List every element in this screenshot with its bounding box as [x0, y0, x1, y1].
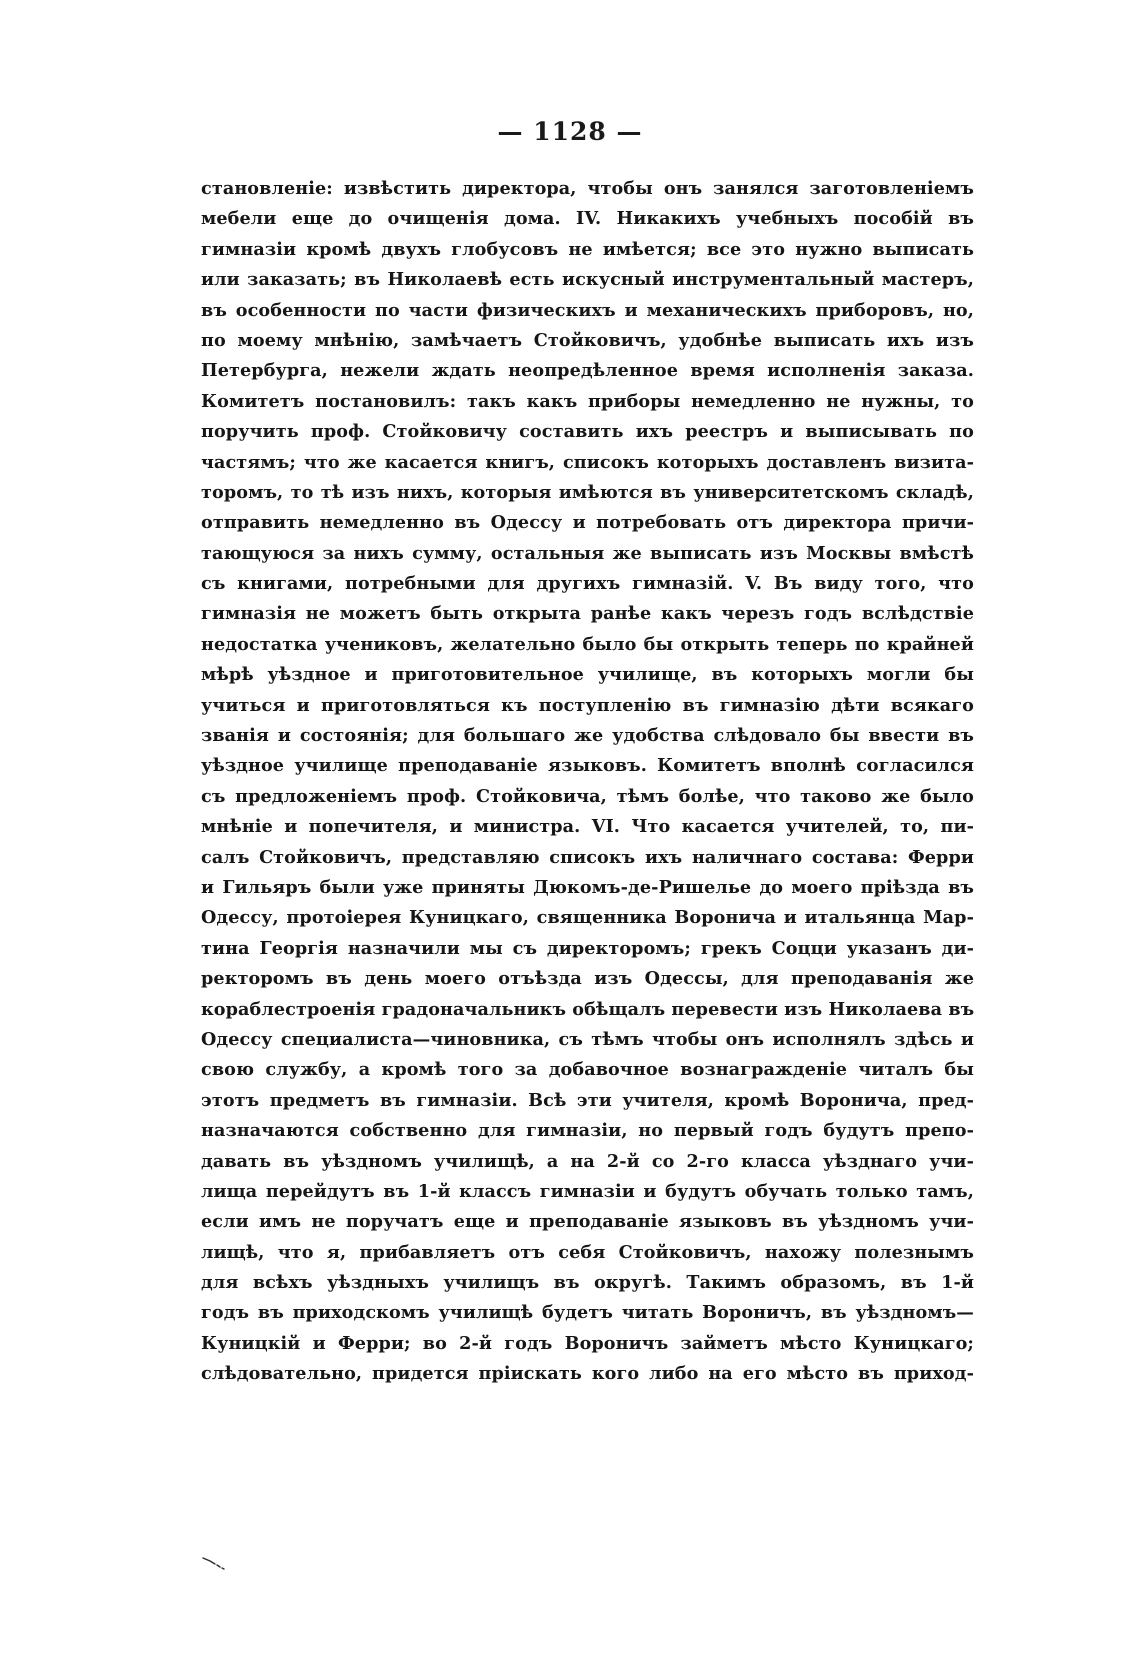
text-line: торомъ, то тѣ изъ нихъ, которыя имѣются въ университетскомъ складѣ, [201, 481, 974, 503]
text-line: салъ Стойковичъ, представляю списокъ ихъ наличнаго состава: Ферри [201, 846, 974, 868]
text-line: Петербурга, нежели ждать неопредѣленное время исполненія заказа. [201, 360, 974, 382]
text-line: отправить немедленно въ Одессу и потребовать отъ директора причи- [201, 512, 974, 534]
text-line: ректоромъ въ день моего отъѣзда изъ Одессы, для преподаванія же [201, 968, 974, 990]
text-line: годъ въ приходскомъ училищѣ будетъ читать Вороничъ, въ уѣздномъ— [201, 1302, 974, 1324]
text-line: лища перейдутъ въ 1-й классъ гимназіи и будутъ обучать только тамъ, [201, 1180, 974, 1202]
text-line: и Гильяръ были уже приняты Дюкомъ-де-Ришелье до моего пріѣзда въ [201, 876, 974, 898]
text-line: по моему мнѣнію, замѣчаетъ Стойковичъ, удобнѣе выписать ихъ изъ [201, 329, 974, 351]
text-line: давать въ уѣздномъ училищѣ, а на 2-й со 2-го класса уѣзднаго учи- [201, 1150, 974, 1172]
text-line: мнѣніе и попечителя, и министра. VI. Что касается учителей, то, пи- [201, 816, 974, 838]
ink-mark [202, 1556, 226, 1570]
text-line: Куницкій и Ферри; во 2-й годъ Вороничъ займетъ мѣсто Куницкаго; [201, 1332, 974, 1354]
text-line: тина Георгія назначили мы съ директоромъ; грекъ Соцци указанъ ди- [201, 937, 974, 959]
text-line: мѣрѣ уѣздное и приготовительное училище, въ которыхъ могли бы [201, 664, 974, 686]
text-line: назначаются собственно для гимназіи, но первый годъ будутъ препо- [201, 1120, 974, 1142]
text-line: свою службу, а кромѣ того за добавочное вознагражденіе читалъ бы [201, 1059, 974, 1081]
text-line: поручить проф. Стойковичу составить ихъ реестръ и выписывать по [201, 421, 974, 443]
text-line: мебели еще до очищенія дома. IV. Никакихъ учебныхъ пособій въ [201, 208, 974, 230]
text-line: недостатка учениковъ, желательно было бы открыть теперь по крайней [201, 633, 974, 655]
text-line: слѣдовательно, придется пріискать кого либо на его мѣсто въ приход- [201, 1363, 974, 1385]
text-line: этотъ предметъ въ гимназіи. Всѣ эти учителя, кромѣ Воронича, пред- [201, 1089, 974, 1111]
text-line: или заказать; въ Николаевѣ есть искусный инструментальный мастеръ, [201, 269, 974, 291]
body-text [201, 174, 974, 1390]
text-line: Одессу специалиста—чиновника, съ тѣмъ чтобы онъ исполнялъ здѣсь и [201, 1028, 974, 1050]
text-line: если имъ не поручатъ еще и преподаваніе языковъ въ уѣздномъ учи- [201, 1211, 974, 1233]
text-line: уѣздное училище преподаваніе языковъ. Комитетъ вполнѣ согласился [201, 755, 974, 777]
text-line: званія и состоянія; для большаго же удобства слѣдовало бы ввести въ [201, 725, 974, 747]
text-line: кораблестроенія градоначальникъ обѣщалъ перевести изъ Николаева въ [201, 998, 974, 1020]
text-line: лищѣ, что я, прибавляетъ отъ себя Стойковичъ, нахожу полезнымъ [201, 1241, 974, 1263]
text-line: тающуюся за нихъ сумму, остальныя же выписать изъ Москвы вмѣстѣ [201, 542, 974, 564]
text-line: съ предложеніемъ проф. Стойковича, тѣмъ болѣе, что таково же было [201, 785, 974, 807]
text-line: Комитетъ постановилъ: такъ какъ приборы немедленно не нужны, то [201, 390, 974, 412]
text-line: въ особенности по части физическихъ и механическихъ приборовъ, но, [201, 299, 974, 321]
text-line: становленіе: извѣстить директора, чтобы онъ занялся заготовленіемъ [201, 178, 974, 199]
text-line: гимназія не можетъ быть открыта ранѣе какъ черезъ годъ вслѣдствіе [201, 603, 974, 625]
text-line: гимназіи кромѣ двухъ глобусовъ не имѣется; все это нужно выписать [201, 238, 974, 260]
text-line: частямъ; что же касается книгъ, списокъ которыхъ доставленъ визита- [201, 451, 974, 473]
page-number: — 1128 — [497, 117, 643, 146]
text-line: Одессу, протоіерея Куницкаго, священника Воронича и итальянца Мар- [201, 907, 974, 929]
text-line: для всѣхъ уѣздныхъ училищъ въ округѣ. Такимъ образомъ, въ 1-й [201, 1272, 974, 1294]
text-line: съ книгами, потребными для другихъ гимназій. V. Въ виду того, что [201, 573, 974, 595]
text-line: учиться и приготовляться къ поступленію въ гимназію дѣти всякаго [201, 694, 974, 716]
